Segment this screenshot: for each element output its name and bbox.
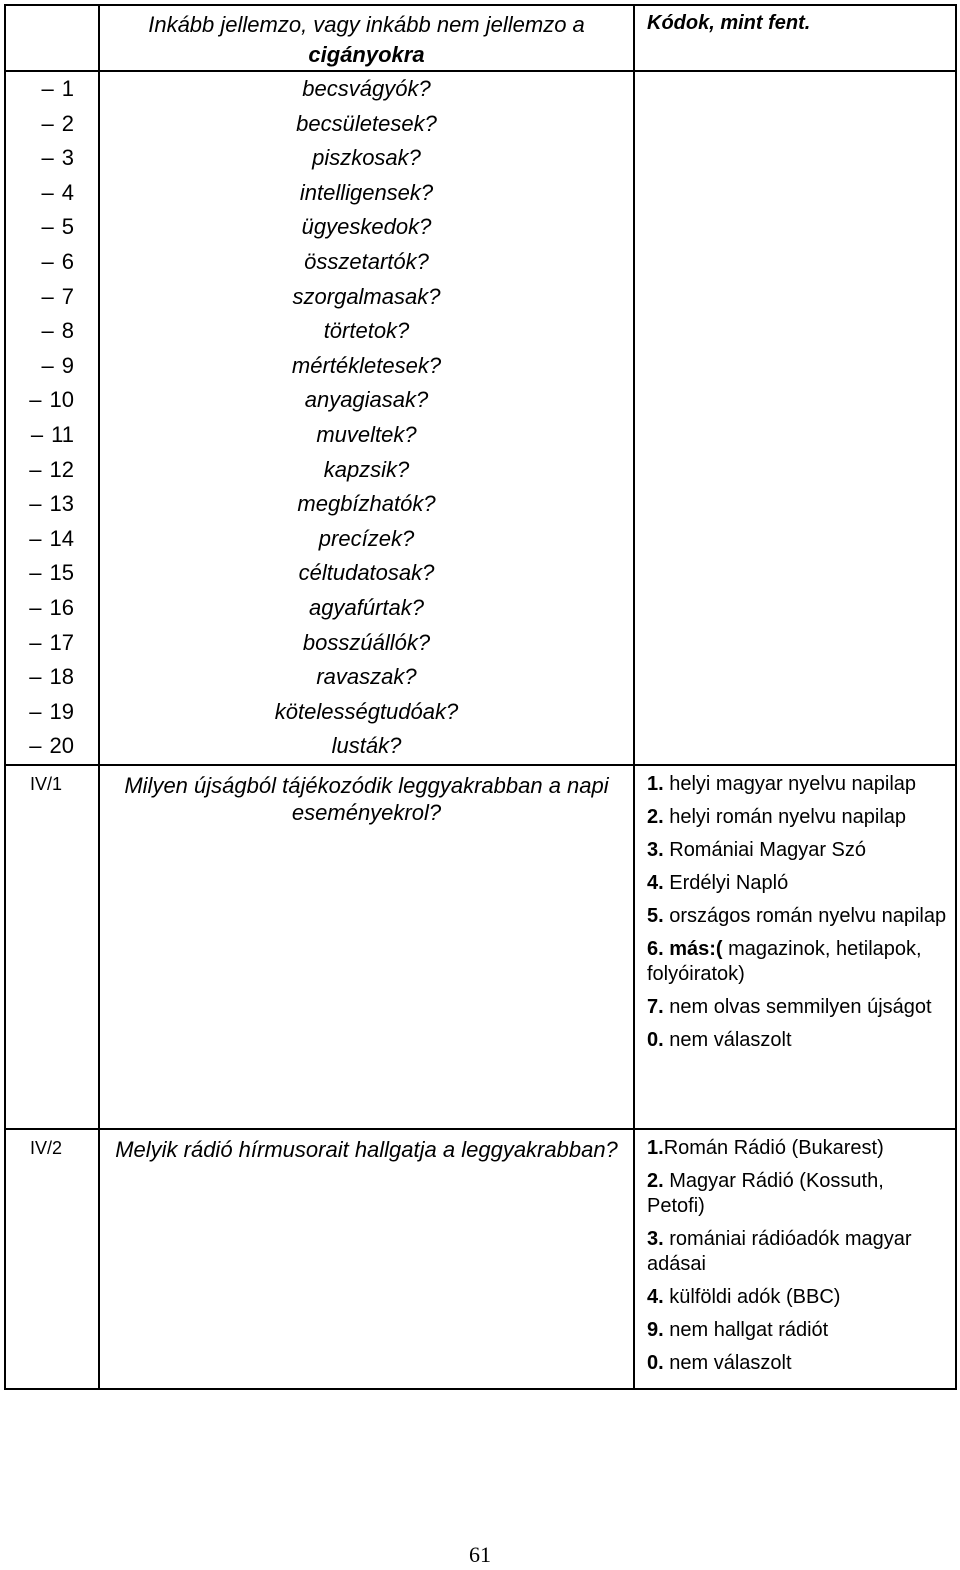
trait-number-value: 14 — [49, 525, 74, 551]
dash-mark: – — [41, 110, 54, 136]
dash-mark: – — [29, 525, 42, 551]
trait-number-value: 11 — [51, 421, 74, 447]
dash-mark: – — [29, 629, 42, 655]
trait-number-value: 8 — [61, 318, 74, 344]
trait-number — [6, 418, 98, 453]
trait-label: ügyeskedok? — [301, 214, 432, 240]
answer-code — [647, 1136, 947, 1161]
header-question-line2: cigányokra — [308, 42, 425, 67]
trait-label: muveltek? — [316, 421, 417, 447]
dash-mark: – — [41, 318, 54, 344]
trait-number-value: 5 — [61, 214, 74, 240]
trait-label: szorgalmasak? — [292, 283, 441, 309]
trait-label: ravaszak? — [316, 664, 417, 690]
dash-mark: – — [29, 560, 42, 586]
trait-label: becsvágyók? — [302, 76, 431, 101]
dash-mark: – — [29, 698, 42, 724]
answer-code — [647, 805, 947, 830]
answer-codes-cell — [634, 1129, 956, 1389]
trait-label: piszkosak? — [312, 145, 421, 171]
trait-number — [6, 176, 98, 211]
trait-number-value: 9 — [61, 352, 74, 378]
trait-number — [6, 522, 98, 557]
answer-code-text: nem válaszolt — [663, 1351, 792, 1374]
trait-number — [6, 453, 98, 488]
question-iv1-row — [5, 765, 956, 1129]
header-question-line1: Inkább jellemzo, vagy inkább nem jellemzo a — [148, 12, 585, 37]
trait-number-value: 17 — [49, 629, 74, 655]
answer-code — [647, 1318, 947, 1343]
trait-number-value: 10 — [49, 387, 74, 413]
trait-label: anyagiasak? — [304, 387, 429, 413]
trait-number — [6, 729, 98, 764]
answer-code — [647, 995, 947, 1020]
answer-code-text: nem hallgat rádiót — [663, 1318, 829, 1341]
question-id: IV/2 — [5, 1129, 99, 1389]
answer-code-text: nem olvas semmilyen újságot — [663, 995, 932, 1018]
trait-label: kötelességtudóak? — [274, 698, 459, 724]
dash-mark: – — [41, 145, 54, 171]
trait-label: precízek? — [318, 525, 415, 551]
trait-number-value: 15 — [49, 560, 74, 586]
dash-mark: – — [41, 179, 54, 205]
trait-number-value: 12 — [49, 456, 74, 482]
dash-mark: – — [29, 664, 42, 690]
trait-label: céltudatosak? — [298, 560, 435, 586]
trait-number-value: 1 — [61, 76, 74, 101]
answer-code — [647, 1028, 947, 1053]
trait-label: bosszúállók? — [302, 629, 431, 655]
answer-code-number: 6. más:( — [647, 937, 723, 960]
trait-number — [6, 695, 98, 730]
trait-number-value: 18 — [49, 664, 74, 690]
answer-code-number: 9. — [647, 1318, 664, 1341]
dash-mark: – — [29, 387, 42, 413]
trait-number — [6, 487, 98, 522]
trait-label: kapzsik? — [323, 456, 410, 482]
question-text: Milyen újságból tájékozódik leggyakrabban a napi eseményekrol? — [99, 765, 634, 1129]
answer-code-text: Romániai Magyar Szó — [663, 838, 866, 861]
traits-row — [5, 71, 956, 765]
header-row — [5, 5, 956, 71]
trait-label: becsületesek? — [296, 110, 437, 136]
questionnaire-page — [4, 4, 955, 1390]
trait-number — [6, 314, 98, 349]
trait-label: megbízhatók? — [297, 491, 436, 517]
trait-label: mértékletesek? — [291, 352, 442, 378]
answer-code — [647, 1351, 947, 1376]
trait-number-value: 16 — [49, 594, 74, 620]
answer-code-number: 5. — [647, 904, 664, 927]
trait-number — [6, 72, 98, 107]
answer-code-number: 7. — [647, 995, 664, 1018]
trait-label: agyafúrtak? — [309, 594, 424, 620]
answer-code — [647, 871, 947, 896]
trait-number-value: 20 — [49, 733, 74, 759]
answer-code-text: magazinok, hetilapok, folyóiratok) — [647, 937, 922, 985]
trait-number — [6, 626, 98, 661]
answer-code-number: 2. — [647, 805, 664, 828]
trait-number — [6, 141, 98, 176]
trait-number-value: 3 — [61, 145, 74, 171]
trait-number-value: 19 — [49, 698, 74, 724]
header-question-cell — [99, 5, 634, 71]
trait-labels-cell — [99, 71, 634, 765]
answer-code-number: 3. — [647, 838, 664, 861]
answer-code-text: romániai rádióadók magyar adásai — [647, 1227, 912, 1275]
dash-mark: – — [41, 76, 54, 101]
dash-mark: – — [41, 283, 54, 309]
answer-code — [647, 904, 947, 929]
answer-code — [647, 1227, 947, 1277]
answer-code-number: 1. — [647, 1136, 664, 1159]
dash-mark: – — [41, 214, 54, 240]
trait-number — [6, 107, 98, 142]
trait-number — [6, 349, 98, 384]
trait-number — [6, 280, 98, 315]
trait-number-value: 6 — [61, 248, 74, 274]
dash-mark: – — [29, 594, 42, 620]
answer-code — [647, 1285, 947, 1310]
answer-code — [647, 1169, 947, 1219]
answer-code-text: helyi román nyelvu napilap — [663, 805, 907, 828]
answer-code-number: 0. — [647, 1028, 664, 1051]
dash-mark: – — [30, 421, 44, 447]
trait-codes-cell — [634, 71, 956, 765]
trait-label: intelligensek? — [299, 179, 434, 205]
answer-code-text: Magyar Rádió (Kossuth, Petofi) — [647, 1169, 884, 1217]
answer-code — [647, 838, 947, 863]
answer-code-text: Román Rádió (Bukarest) — [663, 1136, 884, 1159]
trait-number — [6, 660, 98, 695]
page-number: 61 — [469, 1542, 491, 1567]
trait-number — [6, 245, 98, 280]
dash-mark: – — [29, 733, 42, 759]
questionnaire-table — [4, 4, 957, 1390]
answer-code-text: Erdélyi Napló — [663, 871, 789, 894]
dash-mark: – — [41, 248, 54, 274]
question-iv2-row — [5, 1129, 956, 1389]
header-codes-note: Kódok, mint fent. — [634, 5, 956, 71]
answer-code-text: külföldi adók (BBC) — [663, 1285, 841, 1308]
trait-numbers-cell — [5, 71, 99, 765]
trait-number — [6, 383, 98, 418]
trait-label: lusták? — [331, 733, 402, 759]
answer-code-number: 2. — [647, 1169, 664, 1192]
answer-code-text: országos román nyelvu napilap — [663, 904, 947, 927]
trait-number — [6, 556, 98, 591]
dash-mark: – — [29, 456, 42, 482]
header-number-cell — [5, 5, 99, 71]
trait-number-value: 2 — [61, 110, 74, 136]
answer-code-text: helyi magyar nyelvu napilap — [663, 772, 917, 795]
answer-code-number: 4. — [647, 1285, 664, 1308]
trait-label: törtetok? — [323, 318, 410, 344]
answer-code-number: 0. — [647, 1351, 664, 1374]
trait-number — [6, 210, 98, 245]
answer-codes-cell — [634, 765, 956, 1129]
question-text: Melyik rádió hírmusorait hallgatja a leggyakrabban? — [99, 1129, 634, 1389]
answer-code-text: nem válaszolt — [663, 1028, 792, 1051]
trait-number-value: 7 — [61, 283, 74, 309]
answer-code-number: 4. — [647, 871, 664, 894]
answer-code — [647, 772, 947, 797]
trait-number — [6, 591, 98, 626]
answer-code-number: 3. — [647, 1227, 664, 1250]
dash-mark: – — [29, 491, 42, 517]
trait-label: összetartók? — [304, 248, 429, 274]
answer-code-number: 1. — [647, 772, 664, 795]
question-id: IV/1 — [5, 765, 99, 1129]
dash-mark: – — [41, 352, 54, 378]
trait-number-value: 13 — [49, 491, 74, 517]
trait-number-value: 4 — [61, 179, 74, 205]
answer-code — [647, 937, 947, 987]
